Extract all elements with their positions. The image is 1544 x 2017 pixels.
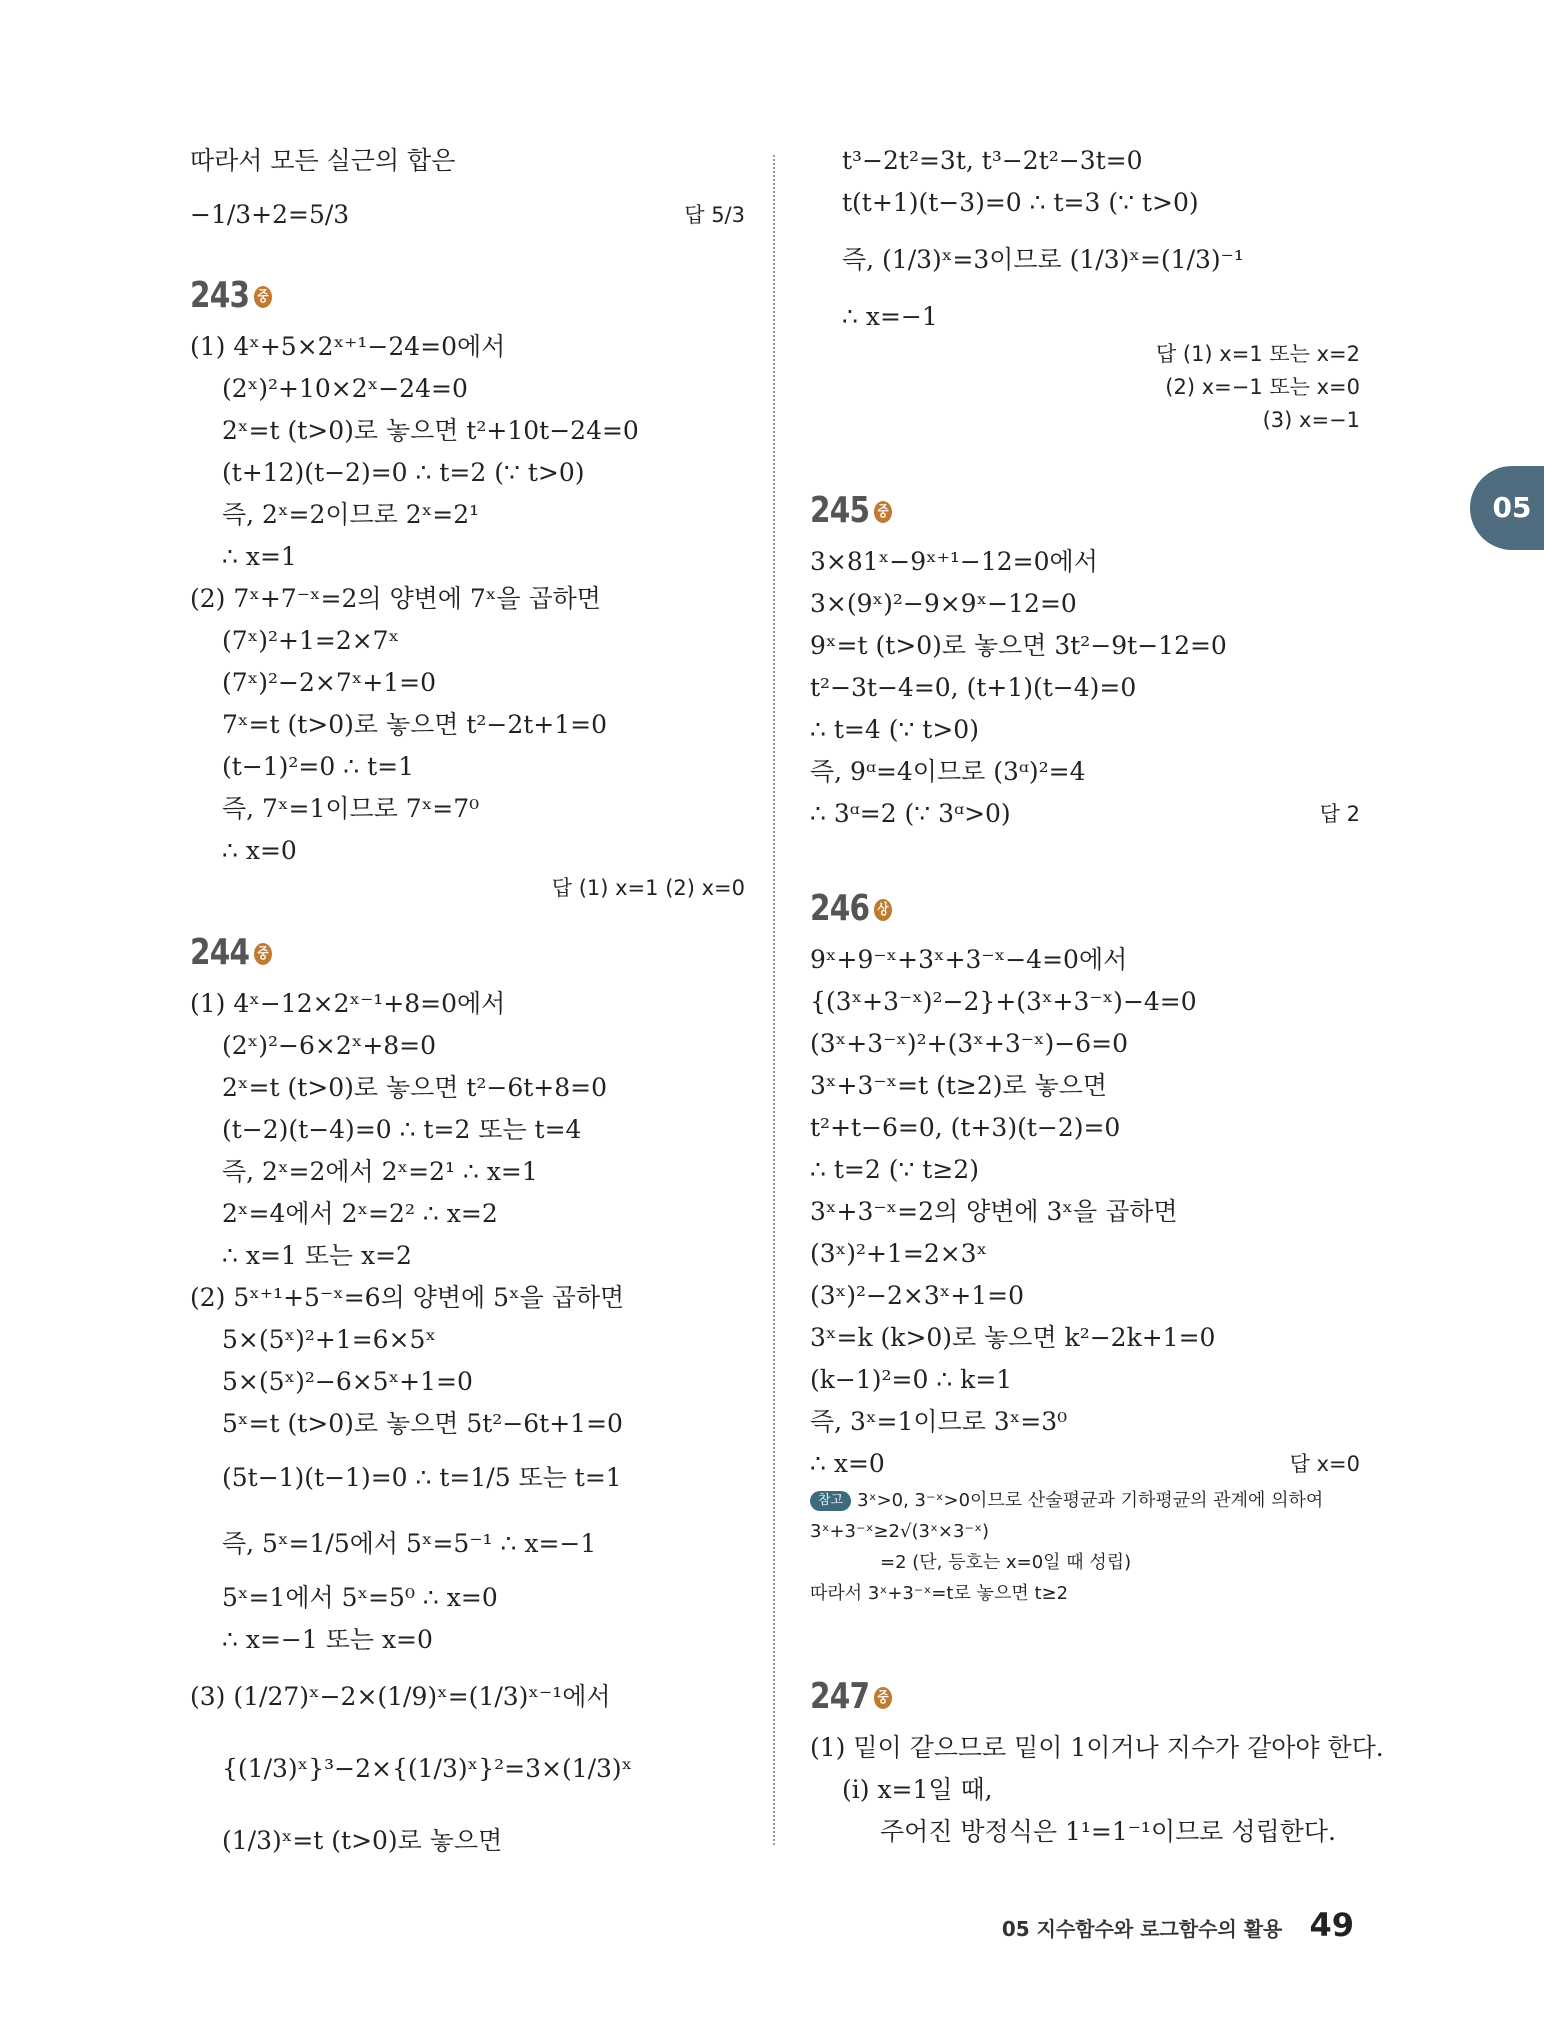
answer-key: 답 5/3	[684, 203, 745, 227]
text-line: 주어진 방정식은 1¹=1⁻¹이므로 성립한다.	[880, 1817, 1336, 1846]
reference-note: 3ˣ+3⁻ˣ≥2√(3ˣ×3⁻ˣ)	[810, 1521, 989, 1542]
text-line: (3ˣ)²−2×3ˣ+1=0	[810, 1281, 1025, 1310]
text-line: (t+12)(t−2)=0 ∴ t=2 (∵ t>0)	[222, 458, 585, 487]
text-line: 2ˣ=4에서 2ˣ=2² ∴ x=2	[222, 1199, 498, 1228]
text-line: (1) 밑이 같으므로 밑이 1이거나 지수가 같아야 한다.	[810, 1733, 1384, 1762]
chapter-title: 05 지수함수와 로그함수의 활용	[1001, 1917, 1283, 1941]
text-line: ∴ x=0 답 x=0	[810, 1443, 1360, 1485]
problem-number-247: 247 중	[810, 1671, 1261, 1723]
text-line: 9ˣ=t (t>0)로 놓으면 3t²−9t−12=0	[810, 631, 1227, 660]
text-line: 3ˣ+3⁻ˣ=2의 양변에 3ˣ을 곱하면	[810, 1197, 1178, 1226]
answer-key: (2) x=−1 또는 x=0	[1165, 375, 1360, 399]
text-line: (7ˣ)²−2×7ˣ+1=0	[222, 668, 437, 697]
text-line: 즉, 7ˣ=1이므로 7ˣ=7⁰	[222, 794, 480, 823]
text-line: (2ˣ)²−6×2ˣ+8=0	[222, 1031, 437, 1060]
text-line: 즉, 3ˣ=1이므로 3ˣ=3⁰	[810, 1407, 1068, 1436]
text-line: {(3ˣ+3⁻ˣ)²−2}+(3ˣ+3⁻ˣ)−4=0	[810, 987, 1197, 1016]
difficulty-badge: 중	[254, 943, 272, 965]
reference-note: 참고 3ˣ>0, 3⁻ˣ>0이므로 산술평균과 기하평균의 관계에 의하여	[810, 1485, 1360, 1516]
text-line: (2) 7ˣ+7⁻ˣ=2의 양변에 7ˣ을 곱하면	[190, 584, 601, 613]
text-line: t²−3t−4=0, (t+1)(t−4)=0	[810, 673, 1137, 702]
difficulty-badge: 중	[874, 501, 892, 523]
text-line: (t−1)²=0 ∴ t=1	[222, 752, 414, 781]
text-line: 2ˣ=t (t>0)로 놓으면 t²+10t−24=0	[222, 416, 639, 445]
text-line: 즉, (1/3)ˣ=3이므로 (1/3)ˣ=(1/3)⁻¹	[842, 245, 1244, 274]
page-number: 49	[1309, 1906, 1354, 1944]
text-line: 3×(9ˣ)²−9×9ˣ−12=0	[810, 589, 1077, 618]
text-line: 5×(5ˣ)²+1=6×5ˣ	[222, 1325, 437, 1354]
difficulty-badge: 상	[874, 899, 892, 921]
problem-number-244: 244 중	[190, 927, 645, 979]
chapter-side-tab: 05	[1470, 466, 1544, 550]
text-line: (2ˣ)²+10×2ˣ−24=0	[222, 374, 468, 403]
problem-number-246: 246 상	[810, 883, 1261, 935]
text-line: 즉, 9ᵅ=4이므로 (3ᵅ)²=4	[810, 757, 1086, 786]
answer-key: 답 2	[1319, 802, 1360, 826]
text-line: ∴ x=1 또는 x=2	[222, 1241, 412, 1270]
text-line: ∴ x=1	[222, 542, 297, 571]
column-divider	[773, 155, 775, 1845]
text-line: (1) 4ˣ+5×2ˣ⁺¹−24=0에서	[190, 332, 506, 361]
text-line: (i) x=1일 때,	[842, 1775, 993, 1804]
text-line: ∴ t=4 (∵ t>0)	[810, 715, 979, 744]
text-line: (2) 5ˣ⁺¹+5⁻ˣ=6의 양변에 5ˣ을 곱하면	[190, 1283, 625, 1312]
difficulty-badge: 중	[254, 286, 272, 308]
text-line: (1) 4ˣ−12×2ˣ⁻¹+8=0에서	[190, 989, 506, 1018]
text-line: (7ˣ)²+1=2×7ˣ	[222, 626, 400, 655]
text-line: (3) (1/27)ˣ−2×(1/9)ˣ=(1/3)ˣ⁻¹에서	[190, 1682, 611, 1711]
text-line: 5×(5ˣ)²−6×5ˣ+1=0	[222, 1367, 473, 1396]
answer-key: (3) x=−1	[1262, 408, 1360, 432]
reference-note: 따라서 3ˣ+3⁻ˣ=t로 놓으면 t≥2	[810, 1583, 1069, 1604]
text-line: t²+t−6=0, (t+3)(t−2)=0	[810, 1113, 1121, 1142]
text-line: ∴ x=−1	[842, 302, 938, 331]
text-line: {(1/3)ˣ}³−2×{(1/3)ˣ}²=3×(1/3)ˣ	[222, 1754, 633, 1783]
text-line: 즉, 2ˣ=2이므로 2ˣ=2¹	[222, 500, 480, 529]
answer-key: 답 (1) x=1 또는 x=2	[1155, 342, 1360, 366]
text-line: 5ˣ=t (t>0)로 놓으면 5t²−6t+1=0	[222, 1409, 623, 1438]
problem-number-243: 243 중	[190, 270, 645, 322]
text-line: 즉, 2ˣ=2에서 2ˣ=2¹ ∴ x=1	[222, 1157, 538, 1186]
text-line: 7ˣ=t (t>0)로 놓으면 t²−2t+1=0	[222, 710, 608, 739]
text-line: t³−2t²=3t, t³−2t²−3t=0	[842, 146, 1143, 175]
text-line: (t−2)(t−4)=0 ∴ t=2 또는 t=4	[222, 1115, 582, 1144]
right-column	[810, 140, 1384, 1853]
answer-key: 답 x=0	[1289, 1452, 1360, 1476]
text-line: ∴ t=2 (∵ t≥2)	[810, 1155, 979, 1184]
text-line: (1/3)ˣ=t (t>0)로 놓으면	[222, 1826, 503, 1855]
answer-key: 답 (1) x=1 (2) x=0	[551, 876, 745, 900]
text-line: 즉, 5ˣ=1/5에서 5ˣ=5⁻¹ ∴ x=−1	[222, 1529, 597, 1558]
text-line: ∴ x=0	[222, 836, 297, 865]
text-line: 3ˣ=k (k>0)로 놓으면 k²−2k+1=0	[810, 1323, 1216, 1352]
text-line: 2ˣ=t (t>0)로 놓으면 t²−6t+8=0	[222, 1073, 608, 1102]
text-line: ∴ 3ᵅ=2 (∵ 3ᵅ>0) 답 2	[810, 793, 1360, 835]
note-label: 참고	[810, 1491, 851, 1511]
difficulty-badge: 중	[874, 1687, 892, 1709]
text-line: (k−1)²=0 ∴ k=1	[810, 1365, 1013, 1394]
text-line: (3ˣ)²+1=2×3ˣ	[810, 1239, 988, 1268]
text-line: 3×81ˣ−9ˣ⁺¹−12=0에서	[810, 547, 1098, 576]
problem-number-245: 245 중	[810, 485, 1261, 537]
text-line: (5t−1)(t−1)=0 ∴ t=1/5 또는 t=1	[222, 1463, 622, 1492]
text-line: ∴ x=−1 또는 x=0	[222, 1625, 433, 1654]
text-line: 5ˣ=1에서 5ˣ=5⁰ ∴ x=0	[222, 1583, 498, 1612]
text-line: 9ˣ+9⁻ˣ+3ˣ+3⁻ˣ−4=0에서	[810, 945, 1128, 974]
page-footer	[1002, 1905, 1354, 1945]
text-line: t(t+1)(t−3)=0 ∴ t=3 (∵ t>0)	[842, 188, 1199, 217]
text-line: (3ˣ+3⁻ˣ)²+(3ˣ+3⁻ˣ)−6=0	[810, 1029, 1128, 1058]
text-line: 3ˣ+3⁻ˣ=t (t≥2)로 놓으면	[810, 1071, 1108, 1100]
text-line: 따라서 모든 실근의 합은	[190, 146, 456, 175]
reference-note: =2 (단, 등호는 x=0일 때 성립)	[880, 1552, 1132, 1573]
left-column	[190, 140, 745, 1877]
text-line: −1/3+2=5/3 답 5/3	[190, 182, 745, 248]
